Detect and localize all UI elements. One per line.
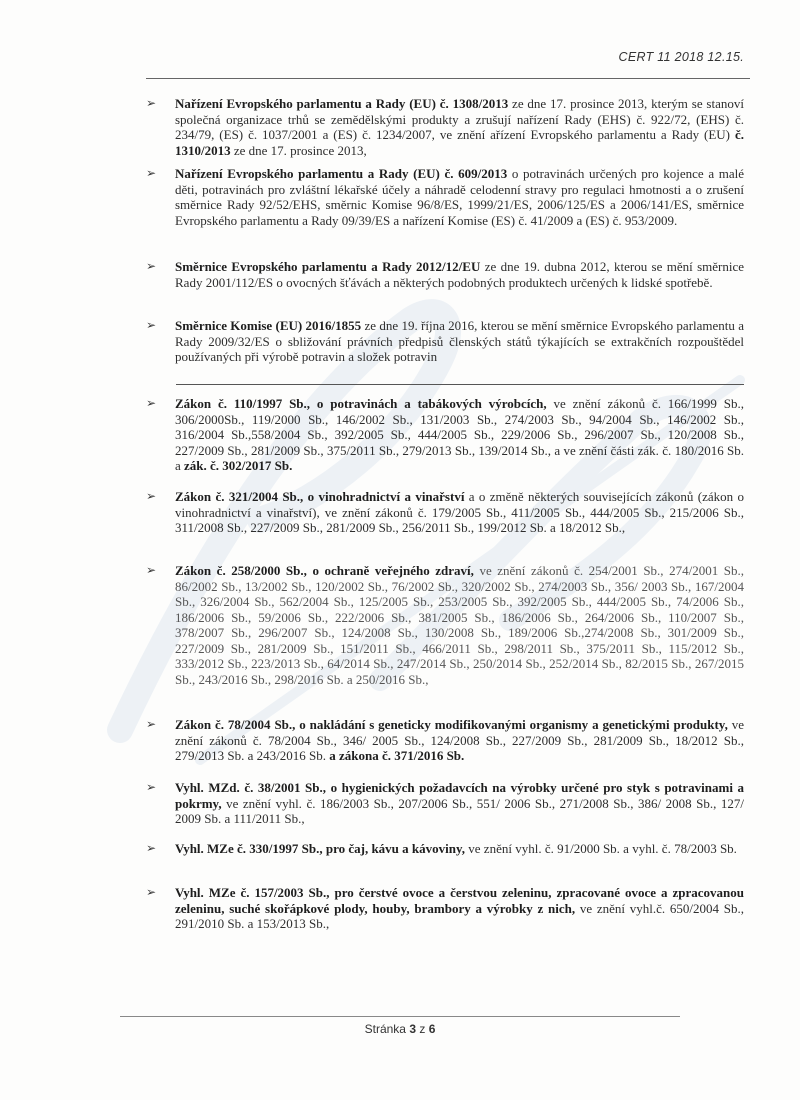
list-item-text: Nařízení Evropského parlamentu a Rady (EU) č. 609/2013 o potravinách určených pro kojence a malé děti, potravinách pro zvláštní lékařské účely a náhradě celodenní stravy pro regulaci hmotnosti a o zrušení směrnice Rady 92/52/EHS, směrnic Komise 96/8/ES, 1999/21/ES, 2006/125/ES a 2006/141/ES, směrnice Evropského parlamentu a Rady 09/39/ES a nařízení Komise (ES) č. 41/2009 a (ES) č. 953/2009. [175,166,744,228]
arrow-bullet-icon: ➢ [146,563,157,577]
list-item-text: Zákon č. 78/2004 Sb., o nakládání s geneticky modifikovanými organismy a genetickými produkty, ve znění zákonů č. 78/2004 Sb., 346/ 2005 Sb., 124/2008 Sb., 227/2009 Sb., 281/2009 Sb., 18/2012 Sb., 279/2013 Sb. a 243/2016 Sb. a zákona č. 371/2016 Sb. [175,717,744,763]
list-item-text: Směrnice Evropského parlamentu a Rady 2012/12/EU ze dne 19. dubna 2012, kterou se mění směrnice Rady 2001/112/ES o ovocných šťávách a některých podobných produktech určených k lidské spotřebě. [175,259,744,290]
footer-divider [120,1016,680,1017]
header-divider [146,78,750,79]
arrow-bullet-icon: ➢ [146,841,157,855]
list-item-text: Zákon č. 321/2004 Sb., o vinohradnictví a vinařství a o změně některých souvisejících zákonů (zákon o vinohradnictví a vinařství), ve znění zákonů č. 179/2005 Sb., 411/2005 Sb., 444/2005 Sb., 215/2006 Sb., 311/2008 Sb., 227/2009 Sb., 281/2009 Sb., 256/2011 Sb., 199/2012 Sb. a 18/2012 Sb., [175,489,744,535]
arrow-bullet-icon: ➢ [146,396,157,410]
list-item-text: Nařízení Evropského parlamentu a Rady (EU) č. 1308/2013 ze dne 17. prosince 2013, kterým se stanoví společná organizace trhů se zemědělskými produkty a zrušují nařízení Rady (EHS) č. 922/72, (EHS) č. 234/79, (ES) č. 1037/2001 a (ES) č. 1234/2007, ve znění ařízení Evropského parlamentu a Rady (EU) č. 1310/2013 ze dne 17. prosince 2013, [175,96,744,158]
page-number: Stránka 3 z 6 [364,1022,436,1036]
document-reference: CERT 11 2018 12.15. [618,50,744,64]
arrow-bullet-icon: ➢ [146,885,157,899]
arrow-bullet-icon: ➢ [146,717,157,731]
list-item-text: Vyhl. MZe č. 157/2003 Sb., pro čerstvé ovoce a čerstvou zeleninu, zpracované ovoce a zpracovanou zeleninu, suché skořápkové plody, houby, brambory a výrobky z nich, ve znění vyhl.č. 650/2004 Sb., 291/2010 Sb. a 153/2013 Sb., [175,885,744,931]
section-divider [176,384,744,385]
list-item-text: Směrnice Komise (EU) 2016/1855 ze dne 19. října 2016, kterou se mění směrnice Evropského parlamentu a Rady 2009/32/ES o sbližování právních předpisů členských států týkajících se extrakčních rozpouštědel používaných při výrobě potravin a složek potravin [175,318,744,364]
list-item-text: Zákon č. 110/1997 Sb., o potravinách a tabákových výrobcích, ve znění zákonů č. 166/1999 Sb., 306/2000Sb., 119/2000 Sb., 146/2002 Sb., 131/2003 Sb., 274/2003 Sb., 94/2004 Sb., 146/2002 Sb., 316/2004 Sb.,558/2004 Sb., 392/2005 Sb., 444/2005 Sb., 229/2006 Sb., 296/2007 Sb., 120/2008 Sb., 227/2009 Sb., 281/2009 Sb., 375/2011 Sb., 279/2013 Sb., 139/2014 Sb., a ve znění části zák. č. 180/2016 Sb. a zák. č. 302/2017 Sb. [175,396,744,473]
list-item-text: Vyhl. MZe č. 330/1997 Sb., pro čaj, kávu a kávoviny, ve znění vyhl. č. 91/2000 Sb. a vyhl. č. 78/2003 Sb. [175,841,737,856]
list-item-text: Vyhl. MZd. č. 38/2001 Sb., o hygienických požadavcích na výrobky určené pro styk s potravinami a pokrmy, ve znění vyhl. č. 186/2003 Sb., 207/2006 Sb., 551/ 2006 Sb., 271/2008 Sb., 386/ 2008 Sb., 127/ 2009 Sb. a 111/2011 Sb., [175,780,744,826]
arrow-bullet-icon: ➢ [146,780,157,794]
arrow-bullet-icon: ➢ [146,259,157,273]
arrow-bullet-icon: ➢ [146,318,157,332]
arrow-bullet-icon: ➢ [146,489,157,503]
arrow-bullet-icon: ➢ [146,166,157,180]
arrow-bullet-icon: ➢ [146,96,157,110]
list-item-text: Zákon č. 258/2000 Sb., o ochraně veřejného zdraví, ve znění zákonů č. 254/2001 Sb., 274/2001 Sb., 86/2002 Sb., 13/2002 Sb., 120/2002 Sb., 76/2002 Sb., 320/2002 Sb., 274/2003 Sb., 356/ 2003 Sb., 167/2004 Sb., 326/2004 Sb., 562/2004 Sb., 125/2005 Sb., 253/2005 Sb., 392/2005 Sb., 444/2005 Sb., 74/2006 Sb., 186/2006 Sb., 59/2006 Sb., 222/2006 Sb., 381/2005 Sb., 186/2006 Sb., 264/2006 Sb., 110/2007 Sb., 378/2007 Sb., 296/2007 Sb., 124/2008 Sb., 130/2008 Sb., 189/2006 Sb.,274/2008 Sb., 301/2009 Sb., 227/2009 Sb., 281/2009 Sb., 151/2011 Sb., 466/2011 Sb., 298/2011 Sb., 375/2011 Sb., 115/2012 Sb., 333/2012 Sb., 223/2013 Sb., 64/2014 Sb., 247/2014 Sb., 250/2014 Sb., 252/2014 Sb., 82/2015 Sb., 267/2015 Sb., 243/2016 Sb., 298/2016 Sb. a 250/2016 Sb., [175,563,744,687]
